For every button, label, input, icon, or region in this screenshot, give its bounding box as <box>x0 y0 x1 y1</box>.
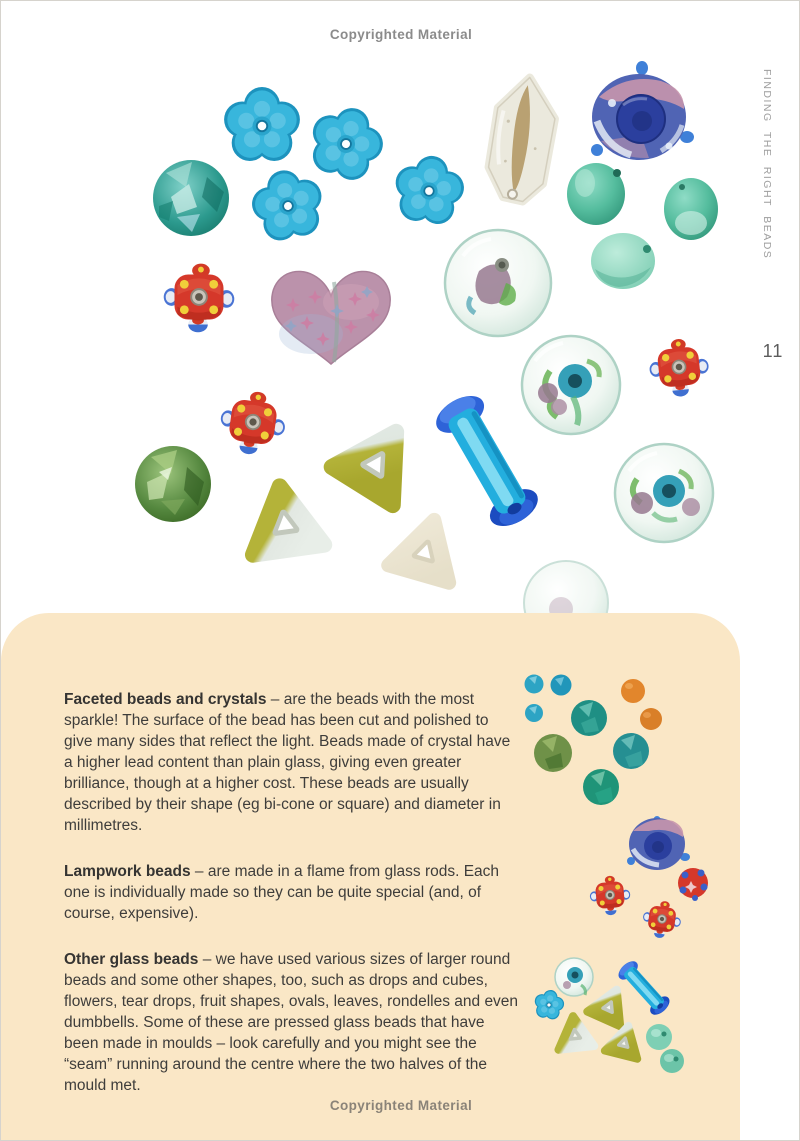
paragraph-body: – we have used various sizes of larger round beads and some other shapes, too, such as drops and cubes, flowers, tear drops, fruit shapes, ovals, leaves, rondelles and even dumbbells. Some of these are pressed glass beads that have been made in moulds – look carefully and you might see the “seam” running around the centre where the two halves of the mould met. <box>64 951 519 1094</box>
red-bumpy-bead <box>164 264 235 333</box>
clear-round-bead <box>615 444 713 542</box>
paragraph-lead: Lampwork beads <box>64 863 191 880</box>
green-faceted-bead <box>135 446 211 522</box>
paragraph-lead: Other glass beads <box>64 951 199 968</box>
red-bumpy-bead <box>647 336 712 399</box>
flower-bead <box>224 87 300 161</box>
triangle-bead <box>388 511 464 583</box>
bead-photo <box>1 1 800 613</box>
clear-round-bead <box>445 230 551 336</box>
triangle-bead <box>332 413 427 505</box>
paragraph-lampwork-beads <box>64 861 519 924</box>
flower-bead <box>246 163 329 245</box>
red-bumpy-bead <box>216 387 289 458</box>
flower-bead <box>302 98 392 187</box>
faceted-teal-bead <box>153 160 229 236</box>
watermark-top: Copyrighted Material <box>329 27 473 42</box>
other-glass-beads-cluster <box>532 958 684 1073</box>
paragraph-body: – are made in a flame from glass rods. Each one is individually made so they can be quite special (and, of course, expensive). <box>64 863 500 922</box>
faceted-beads-cluster <box>525 675 663 806</box>
paragraph-body: – are the beads with the most sparkle! The surface of the bead has been cut and polished to give many sides that reflect the light. Beads made of crystal have a higher lead content than plain glass, giving even greater brilliance, though at a higher cost. These beads are usually described by their shape (eg bi-cone or square) and diameter in millimetres. <box>64 691 511 834</box>
flower-bead <box>391 151 468 227</box>
lampwork-beads-cluster <box>588 816 708 941</box>
teal-disc-bead <box>591 233 655 289</box>
paragraph-lead: Faceted beads and crystals <box>64 691 267 708</box>
blue-spool-bead <box>430 388 544 533</box>
sidebar-vertical-title: FINDING THE RIGHT BEADS <box>761 69 773 260</box>
blue-lampwork-disc-bead <box>591 61 694 160</box>
partial-clear-bead <box>524 561 608 613</box>
page-number: 11 <box>762 341 784 361</box>
bead-clusters <box>501 661 721 1081</box>
teal-drop-bead <box>664 178 718 240</box>
paragraphs <box>64 689 519 1121</box>
triangle-bead <box>244 481 324 554</box>
watermark-bottom: Copyrighted Material <box>329 1098 473 1113</box>
clear-bicone-bead <box>485 74 560 204</box>
paragraph-faceted-beads <box>64 689 519 836</box>
paragraph-other-glass-beads <box>64 949 519 1096</box>
clear-round-bead <box>522 336 620 434</box>
heart-bead <box>272 271 390 364</box>
teal-drop-bead <box>567 163 625 225</box>
